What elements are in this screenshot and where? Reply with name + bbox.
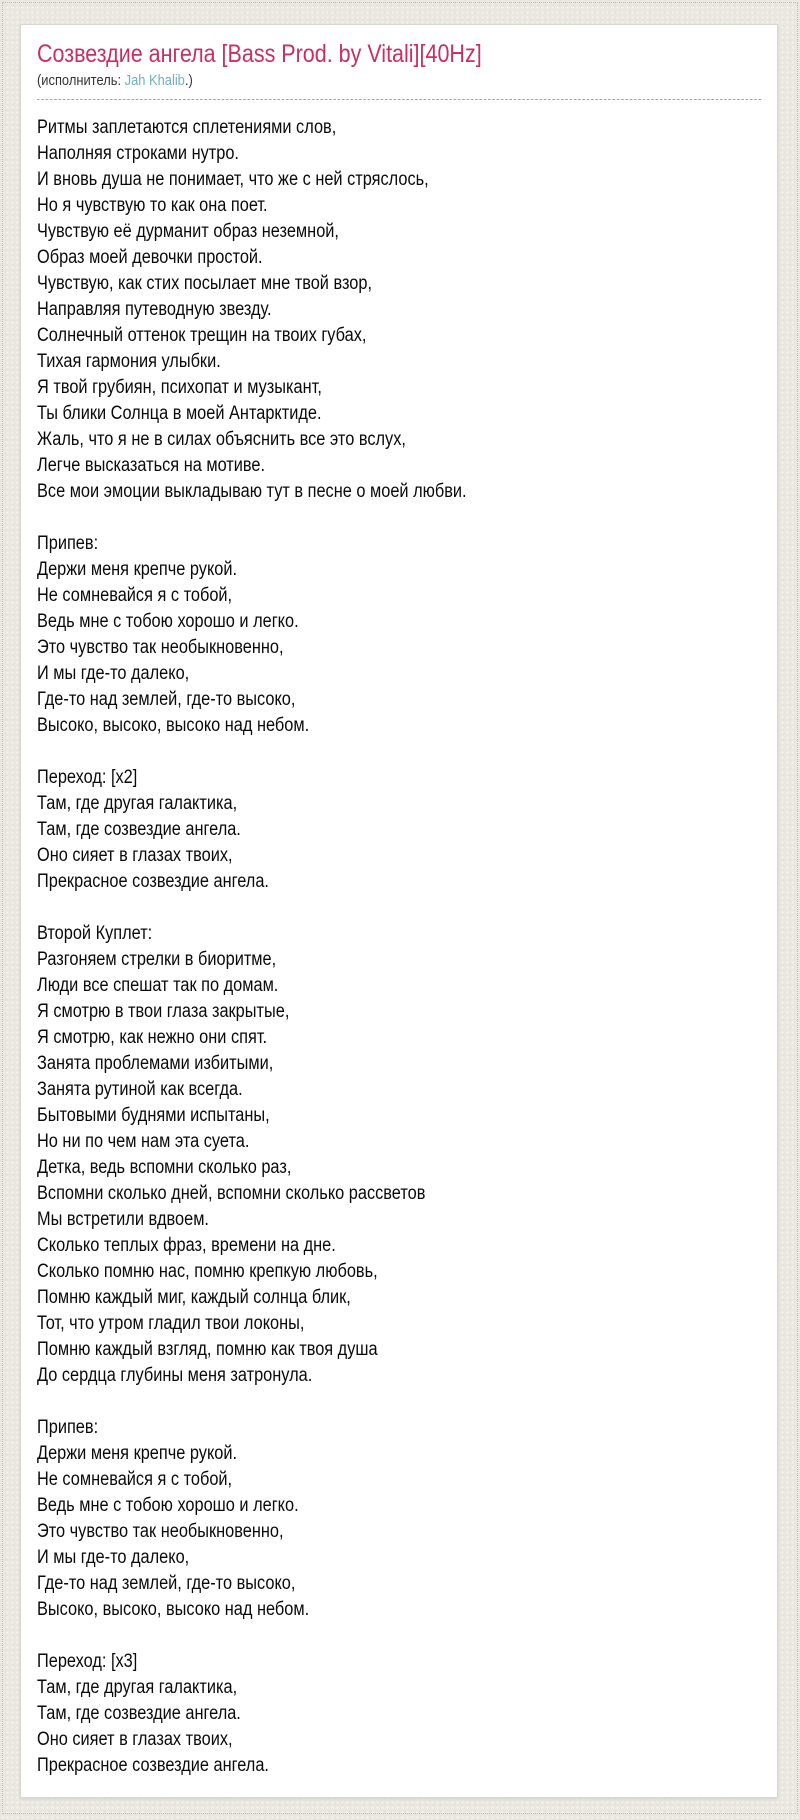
lyric-line: Не сомневайся я с тобой, bbox=[37, 1469, 233, 1490]
lyric-line: Наполняя строками нутро. bbox=[37, 143, 239, 164]
lyric-line: Там, где другая галактика, bbox=[37, 1677, 238, 1698]
lyric-line: Где-то над землей, где-то высоко, bbox=[37, 1573, 296, 1594]
lyrics bbox=[37, 100, 761, 1779]
lyric-line: И мы где-то далеко, bbox=[37, 1547, 190, 1568]
lyric-line: Легче высказаться на мотиве. bbox=[37, 455, 266, 476]
lyric-line: Второй Куплет: bbox=[37, 923, 153, 944]
lyric-line: Сколько теплых фраз, времени на дне. bbox=[37, 1235, 336, 1256]
artist-label-prefix: (исполнитель: bbox=[37, 72, 125, 89]
lyric-line: Направляя путеводную звезду. bbox=[37, 299, 272, 320]
lyric-line: Сколько помню нас, помню крепкую любовь, bbox=[37, 1261, 378, 1282]
lyric-line: Держи меня крепче рукой. bbox=[37, 1443, 238, 1464]
lyric-line: Я смотрю в твои глаза закрытые, bbox=[37, 1001, 290, 1022]
lyric-line: Оно сияет в глазах твоих, bbox=[37, 1729, 233, 1750]
song-header bbox=[37, 39, 761, 100]
stanza bbox=[37, 531, 761, 739]
lyric-line: Там, где другая галактика, bbox=[37, 793, 238, 814]
lyric-line: Где-то над землей, где-то высоко, bbox=[37, 689, 296, 710]
lyric-line: Детка, ведь вспомни сколько раз, bbox=[37, 1157, 292, 1178]
lyric-line: Держи меня крепче рукой. bbox=[37, 559, 238, 580]
lyric-line: Чувствую, как стих посылает мне твой взор, bbox=[37, 273, 372, 294]
lyric-line: Прекрасное созвездие ангела. bbox=[37, 871, 269, 892]
lyric-line: Помню каждый миг, каждый солнца блик, bbox=[37, 1287, 351, 1308]
lyric-line: Тихая гармония улыбки. bbox=[37, 351, 221, 372]
lyric-line: Образ моей девочки простой. bbox=[37, 247, 263, 268]
lyric-line: Высоко, высоко, высоко над небом. bbox=[37, 715, 310, 736]
card-content bbox=[37, 39, 761, 1779]
stanza bbox=[37, 115, 761, 505]
artist-line bbox=[37, 72, 761, 90]
lyric-line: Вспомни сколько дней, вспомни сколько рассветов bbox=[37, 1183, 426, 1204]
lyric-line: Там, где созвездие ангела. bbox=[37, 1703, 241, 1724]
lyric-line: Ведь мне с тобою хорошо и легко. bbox=[37, 1495, 299, 1516]
lyric-line: Это чувство так необыкновенно, bbox=[37, 637, 284, 658]
lyric-line: Помню каждый взгляд, помню как твоя душа bbox=[37, 1339, 378, 1360]
lyrics-card bbox=[20, 24, 778, 1798]
stanza bbox=[37, 1649, 761, 1779]
lyric-line: Но я чувствую то как она поет. bbox=[37, 195, 268, 216]
artist-link[interactable]: Jah Khalib bbox=[124, 72, 185, 89]
lyric-line: Ведь мне с тобою хорошо и легко. bbox=[37, 611, 299, 632]
lyric-line: Не сомневайся я с тобой, bbox=[37, 585, 233, 606]
lyric-line: Занята проблемами избитыми, bbox=[37, 1053, 274, 1074]
lyric-line: Там, где созвездие ангела. bbox=[37, 819, 241, 840]
lyric-line: Припев: bbox=[37, 533, 99, 554]
lyric-line: Высоко, высоко, высоко над небом. bbox=[37, 1599, 310, 1620]
lyric-line: Я смотрю, как нежно они спят. bbox=[37, 1027, 268, 1048]
lyric-line: Занята рутиной как всегда. bbox=[37, 1079, 243, 1100]
lyric-line: Мы встретили вдвоем. bbox=[37, 1209, 209, 1230]
lyric-line: Все мои эмоции выкладываю тут в песне о моей любви. bbox=[37, 481, 467, 502]
lyric-line: И вновь душа не понимает, что же с ней стряслось, bbox=[37, 169, 429, 190]
lyric-line: Переход: [x3] bbox=[37, 1651, 138, 1672]
artist-label-suffix: .) bbox=[184, 72, 193, 89]
lyric-line: До сердца глубины меня затронула. bbox=[37, 1365, 313, 1386]
stanza bbox=[37, 1415, 761, 1623]
lyric-line: Переход: [x2] bbox=[37, 767, 138, 788]
lyric-line: Ты блики Солнца в моей Антарктиде. bbox=[37, 403, 322, 424]
lyric-line: Чувствую её дурманит образ неземной, bbox=[37, 221, 339, 242]
lyric-line: Люди все спешат так по домам. bbox=[37, 975, 279, 996]
lyric-line: Тот, что утром гладил твои локоны, bbox=[37, 1313, 305, 1334]
lyric-line: Разгоняем стрелки в биоритме, bbox=[37, 949, 277, 970]
lyric-line: И мы где-то далеко, bbox=[37, 663, 190, 684]
lyric-line: Припев: bbox=[37, 1417, 99, 1438]
stanza bbox=[37, 765, 761, 895]
lyric-line: Но ни по чем нам эта суета. bbox=[37, 1131, 250, 1152]
lyric-line: Ритмы заплетаются сплетениями слов, bbox=[37, 117, 337, 138]
lyric-line: Прекрасное созвездие ангела. bbox=[37, 1755, 269, 1776]
stanza bbox=[37, 921, 761, 1389]
song-title: Созвездие ангела [Bass Prod. by Vitali][40Hz] bbox=[37, 40, 482, 68]
lyric-line: Я твой грубиян, психопат и музыкант, bbox=[37, 377, 322, 398]
lyric-line: Бытовыми буднями испытаны, bbox=[37, 1105, 270, 1126]
lyric-line: Жаль, что я не в силах объяснить все это вслух, bbox=[37, 429, 406, 450]
lyric-line: Оно сияет в глазах твоих, bbox=[37, 845, 233, 866]
lyric-line: Это чувство так необыкновенно, bbox=[37, 1521, 284, 1542]
lyric-line: Солнечный оттенок трещин на твоих губах, bbox=[37, 325, 367, 346]
